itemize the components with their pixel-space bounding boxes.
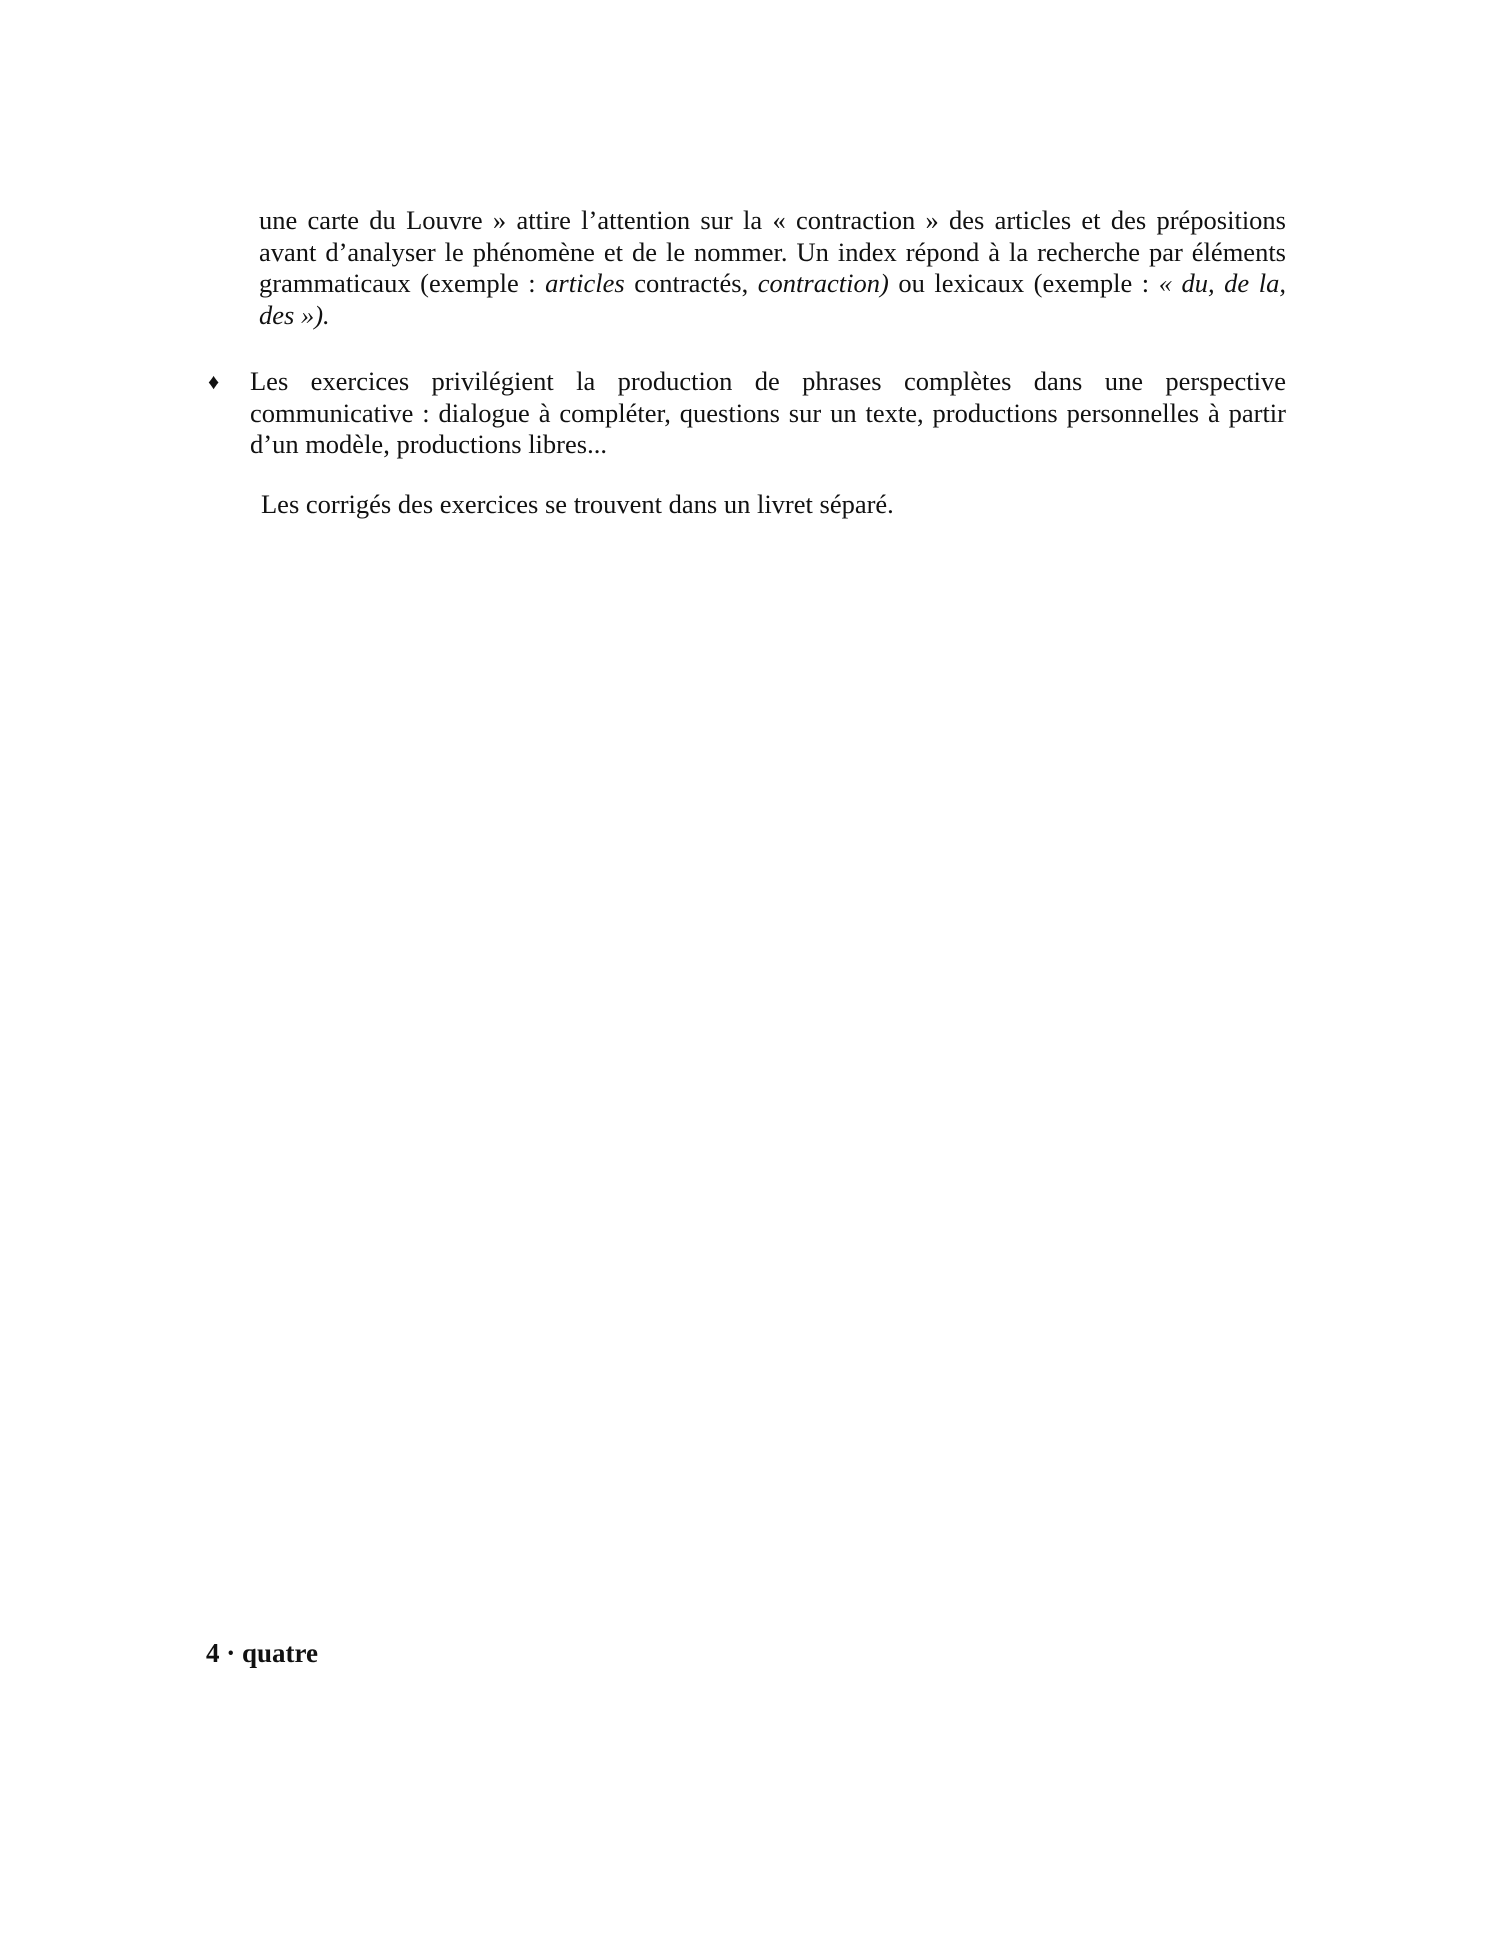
paragraph-text: contractés,	[624, 268, 758, 298]
paragraph-text: une carte du Louvre » attire l’attention sur la « contraction » des articles et des prépositions avant d’analyser le phénomène et de le nommer. Un index répond à la recherche par éléments grammaticaux (exemple :	[259, 205, 1286, 298]
paragraph-text: ou lexicaux (exemple :	[888, 268, 1159, 298]
paragraph-italic-text: « du, de la, des »).	[259, 268, 1286, 330]
diamond-bullet-icon: ♦	[208, 369, 220, 394]
intro-paragraph	[259, 205, 1286, 331]
paragraph-italic-text: contraction)	[757, 268, 889, 298]
paragraph-italic-text: articles	[545, 268, 625, 298]
bullet-text: Les exercices privilégient la production de phrases complètes dans une perspective communicative : dialogue à compléter, questions sur un texte, productions personnelles à partir d’un modèle, productions libres...	[250, 366, 1286, 459]
corrections-note: Les corrigés des exercices se trouvent dans un livret séparé.	[261, 489, 894, 519]
page-number: 4 · quatre	[206, 1638, 319, 1668]
